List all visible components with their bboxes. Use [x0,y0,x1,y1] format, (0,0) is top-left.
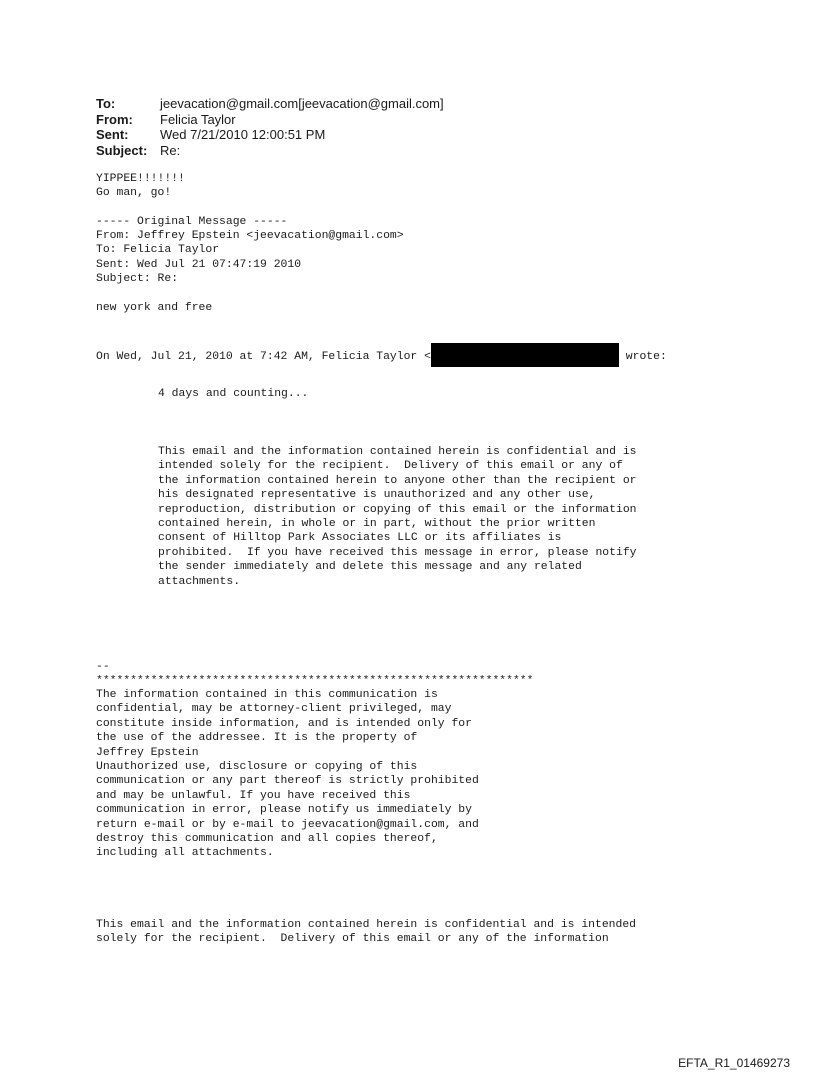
signature-disclaimer: The information contained in this communication is confidential, may be attorney-client privileged, may constitute inside information, and is intended only for the use of the addressee. It is the property of Jeffrey Epstein Unauthorized use, disclosure or copying of this communication or any part thereof is strictly prohibited and may be unlawful. If you have received this communication in error, please notify us immediately by return e-mail or by e-mail to jeevacation@gmail.com, and destroy this communication and all copies thereof, including all attachments. [96,689,479,860]
original-message-separator: ----- Original Message ----- [96,216,288,228]
from-label: From: [96,111,133,127]
email-header [96,96,444,158]
to-value: jeevacation@gmail.com[jeevacation@gmail.com] [160,96,444,111]
from-row [96,112,444,128]
to-label: To: [96,96,116,111]
sent-row [96,127,444,143]
from-value: Felicia Taylor [160,111,236,127]
redaction-block [431,343,619,367]
original-subject: Subject: Re: [96,273,179,285]
subject-row [96,143,444,159]
subject-value: Re: [160,142,181,158]
reply-line-2: Go man, go! [96,187,172,199]
original-from: From: Jeffrey Epstein <jeevacation@gmail.com> [96,230,404,242]
original-sent: Sent: Wed Jul 21 07:47:19 2010 [96,259,302,271]
quoted-text: 4 days and counting... [158,388,309,400]
on-wrote-suffix: wrote: [618,351,667,364]
to-row [96,96,444,112]
reply-line-1: YIPPEE!!!!!!! [96,173,185,185]
signature-dashes: -- [96,661,110,673]
bottom-disclaimer: This email and the information contained herein is confidential and is intended solely for the recipient. Delivery of this email or any of the information [96,919,637,946]
sent-label: Sent: [96,127,129,142]
document-id: EFTA_R1_01469273 [678,1056,790,1070]
on-wrote-line [96,344,667,368]
hilltop-disclaimer: This email and the information contained herein is confidential and is intended solely for the recipient. Delivery of this email or any of the information contained herein to anyone other than the recipient or his designated representative is unauthorized and any other use, reproduction, distribution or copying of this email or the information contained herein, in whole or in part, without the prior written consent of Hilltop Park Associates LLC or its affiliates is prohibited. If you have received this message in error, please notify the sender immediately and delete this message and any related attachments. [158,446,637,588]
signature-stars: **************************************************************** [96,675,534,687]
sent-value: Wed 7/21/2010 12:00:51 PM [160,127,326,142]
original-body: new york and free [96,302,213,314]
on-wrote-prefix: On Wed, Jul 21, 2010 at 7:42 AM, Felicia Taylor < [96,351,431,364]
original-to: To: Felicia Taylor [96,244,220,256]
subject-label: Subject: [96,142,148,158]
